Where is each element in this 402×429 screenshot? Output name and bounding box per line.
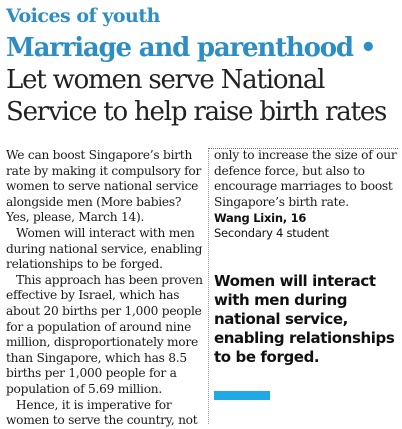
- headline-separator: •: [359, 33, 376, 63]
- pull-quote-accent-bar: [214, 391, 270, 400]
- pull-quote: Women will interact with men during national service, enabling relationships to be forged.: [214, 272, 395, 366]
- headline-title: Let women serve National Service to help raise birth rates: [6, 65, 387, 127]
- section-kicker: Voices of youth: [6, 5, 160, 27]
- column-divider: [208, 150, 209, 424]
- body-paragraph: Hence, it is imperative for women to serve the country, not: [6, 397, 198, 428]
- body-column-right: [214, 148, 398, 241]
- byline-role: Secondary 4 student: [214, 226, 329, 241]
- body-paragraph: only to increase the size of our defence force, but also to encourage marriages to boost Singapore’s birth rate.: [214, 148, 397, 209]
- byline-name: Wang Lixin, 16: [214, 211, 307, 226]
- body-paragraph: We can boost Singapore’s birth rate by making it compulsory for women to serve national service alongside men (More babies? Yes, please, March 14).: [6, 148, 202, 225]
- body-paragraph: Women will interact with men during national service, enabling relationships to be forged.: [6, 225, 203, 272]
- body-column-left: [6, 148, 204, 429]
- headline: [6, 32, 398, 128]
- headline-section: Marriage and parenthood: [6, 33, 353, 63]
- body-paragraph: This approach has been proven effective by Israel, which has about 20 births per 1,000 people for a population of around nine million, disproportionately more than Singapore, which has 8.5 births per 1,000 people for a population of 5.69 million.: [6, 272, 203, 396]
